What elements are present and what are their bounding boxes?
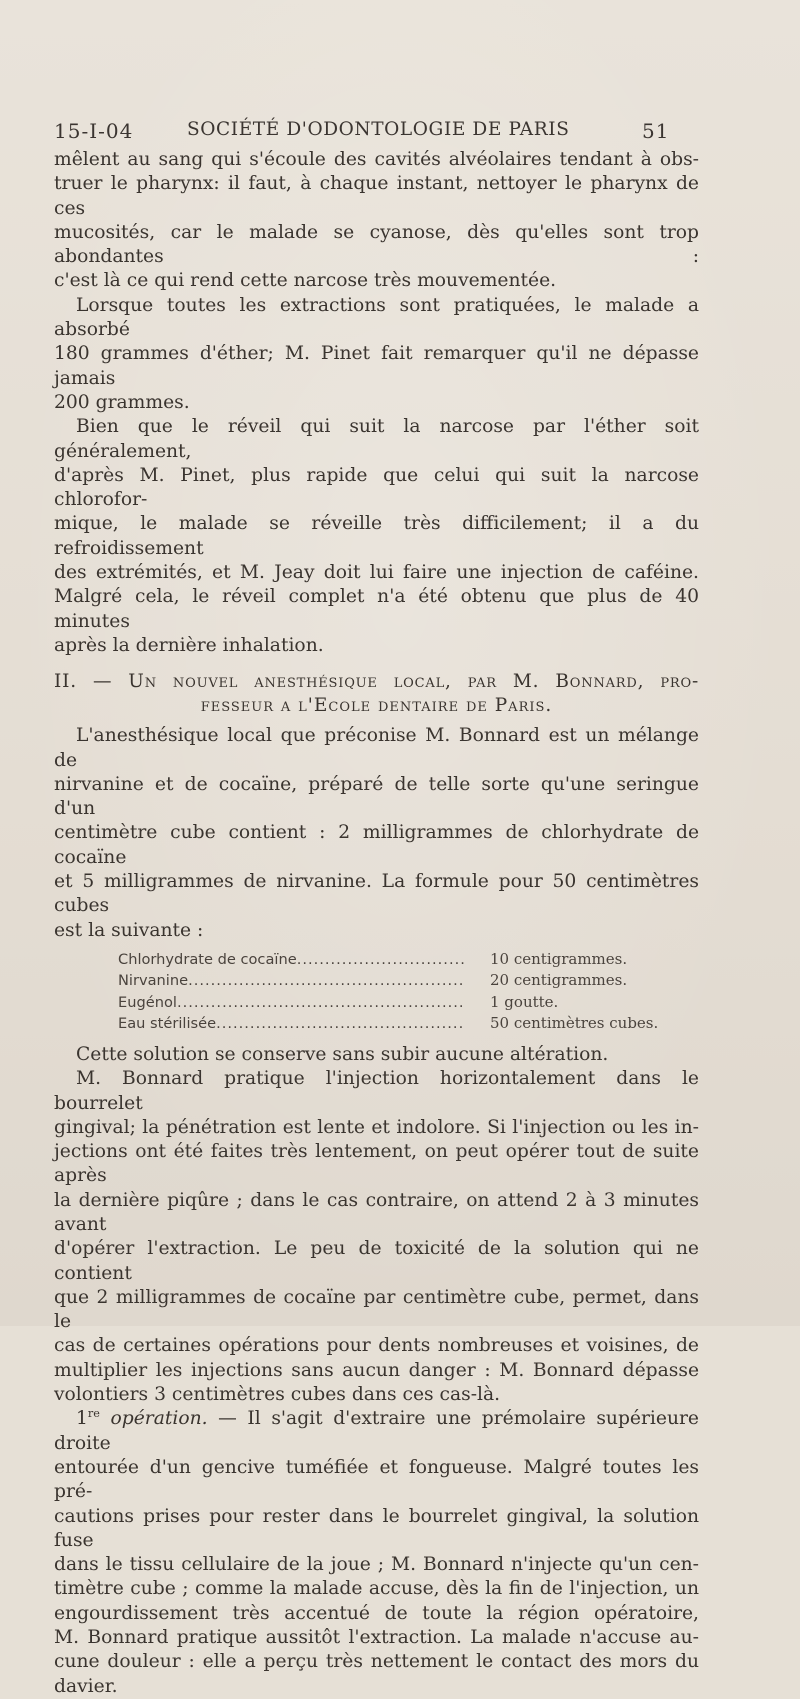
formula-table	[118, 949, 696, 1035]
text-line: c'est là ce qui rend cette narcose très mouvementée.	[54, 270, 557, 292]
formula-row	[118, 1013, 696, 1035]
text-line: gingival; la pénétration est lente et indolore. Si l'injection ou les in-	[54, 1116, 699, 1138]
text-line: entourée d'un gencive tuméfiée et fongueuse. Malgré toutes les pré-	[54, 1456, 699, 1503]
text-line: centimètre cube contient : 2 milligrammes de chlorhydrate de cocaïne	[54, 822, 699, 868]
ingredient-name: Nirvanine	[118, 972, 189, 990]
section-heading	[54, 670, 699, 718]
text-line: Bien que le réveil qui suit la narcose par l'éther soit généralement,	[54, 416, 699, 462]
text-line: cautions prises pour rester dans le bourrelet gingival, la solution fuse	[54, 1505, 699, 1551]
text-line: après la dernière inhalation.	[54, 634, 324, 656]
text-line: 200 grammes.	[54, 391, 190, 413]
operation-first-line-rest: — Il s'agit d'extraire une prémolaire supérieure droite	[54, 1408, 699, 1454]
text-line: truer le pharynx: il faut, à chaque instant, nettoyer le pharynx de ces	[54, 173, 699, 219]
text-line: est la suivante :	[54, 919, 204, 941]
ingredient-name: Eau stérilisée	[118, 1015, 217, 1033]
text-line: mêlent au sang qui s'écoule des cavités alvéolaires tendant à obs-	[54, 149, 699, 170]
ingredient-quantity: 10 centigrammes.	[490, 949, 628, 968]
text-line: dans le tissu cellulaire de la joue ; M. Bonnard n'injecte qu'un cen-	[54, 1554, 699, 1576]
ingredient-quantity: 20 centigrammes.	[490, 971, 628, 990]
ingredient-name: Eugénol	[118, 993, 177, 1011]
running-title: SOCIÉTÉ D'ODONTOLOGIE DE PARIS	[187, 119, 570, 140]
paragraph-3	[54, 415, 699, 658]
text-line: et 5 milligrammes de nirvanine. La formule pour 50 centimètres cubes	[54, 871, 699, 917]
paragraph-2	[54, 294, 699, 415]
text-line: davier.	[54, 1675, 118, 1697]
page-number: 51	[642, 119, 670, 143]
text-line: mucosités, car le malade se cyanose, dès qu'elles sont trop abondantes :	[54, 221, 699, 268]
paragraph-5	[54, 1043, 699, 1067]
text-line: 180 grammes d'éther; M. Pinet fait remarquer qu'il ne dépasse jamais	[54, 343, 699, 389]
ingredient-quantity: 1 goutte.	[490, 992, 559, 1011]
page-body	[54, 148, 699, 1699]
text-line: L'anesthésique local que préconise M. Bonnard est un mélange de	[54, 725, 699, 771]
operation-label-number: 1	[76, 1408, 88, 1430]
paragraph-6	[54, 1067, 699, 1407]
formula-row	[118, 992, 696, 1014]
text-line: Lorsque toutes les extractions sont pratiquées, le malade a absorbé	[54, 294, 699, 341]
formula-row	[118, 949, 696, 971]
text-line: multiplier les injections sans aucun danger : M. Bonnard dépasse	[54, 1359, 699, 1381]
paragraph-1	[54, 148, 699, 294]
leader-dots	[177, 993, 464, 1014]
header-date: 15-I-04	[54, 119, 134, 143]
formula-row	[118, 970, 696, 992]
text-line: engourdissement très accentué de toute la région opératoire,	[54, 1602, 699, 1624]
section-heading-line: fesseur a l'Ecole dentaire de Paris.	[200, 695, 553, 717]
text-line: Cette solution se conserve sans subir aucune altération.	[76, 1043, 609, 1065]
operation-label-superscript: re	[87, 1407, 100, 1421]
text-line: que 2 milligrammes de cocaïne par centimètre cube, permet, dans le	[54, 1286, 699, 1333]
operation-label-word: opération.	[110, 1408, 208, 1430]
text-line: d'après M. Pinet, plus rapide que celui qui suit la narcose chlorofor-	[54, 464, 699, 511]
leader-dots	[216, 1014, 464, 1035]
ingredient-quantity: 50 centimètres cubes.	[490, 1014, 659, 1033]
leader-dots	[297, 950, 464, 971]
text-line: cune douleur : elle a perçu très nettement le contact des mors du	[54, 1651, 699, 1673]
leader-dots	[188, 971, 464, 992]
text-line: volontiers 3 centimètres cubes dans ces cas-là.	[54, 1384, 501, 1406]
text-line: d'opérer l'extraction. Le peu de toxicité de la solution qui ne contient	[54, 1238, 699, 1284]
text-line	[54, 1407, 699, 1456]
section-heading-line: II. — Un nouvel anesthésique local, par M. Bonnard, pro-	[54, 671, 699, 693]
text-line: cas de certaines opérations pour dents nombreuses et voisines, de	[54, 1335, 699, 1357]
paragraph-7	[54, 1407, 699, 1699]
text-line: M. Bonnard pratique l'injection horizontalement dans le bourrelet	[54, 1068, 699, 1114]
text-line: nirvanine et de cocaïne, préparé de telle sorte qu'une seringue d'un	[54, 773, 699, 820]
paragraph-4	[54, 724, 699, 943]
ingredient-name: Chlorhydrate de cocaïne	[118, 950, 297, 968]
text-line: jections ont été faites très lentement, on peut opérer tout de suite après	[54, 1141, 699, 1187]
text-line: la dernière piqûre ; dans le cas contraire, on attend 2 à 3 minutes avant	[54, 1189, 699, 1235]
text-line: Malgré cela, le réveil complet n'a été obtenu que plus de 40 minutes	[54, 586, 699, 632]
text-line: des extrémités, et M. Jeay doit lui faire une injection de caféine.	[54, 562, 699, 584]
text-line: timètre cube ; comme la malade accuse, dès la fin de l'injection, un	[54, 1578, 699, 1600]
text-line: mique, le malade se réveille très difficilement; il a du refroidissement	[54, 513, 699, 559]
text-line: M. Bonnard pratique aussitôt l'extraction. La malade n'accuse au-	[54, 1627, 699, 1649]
